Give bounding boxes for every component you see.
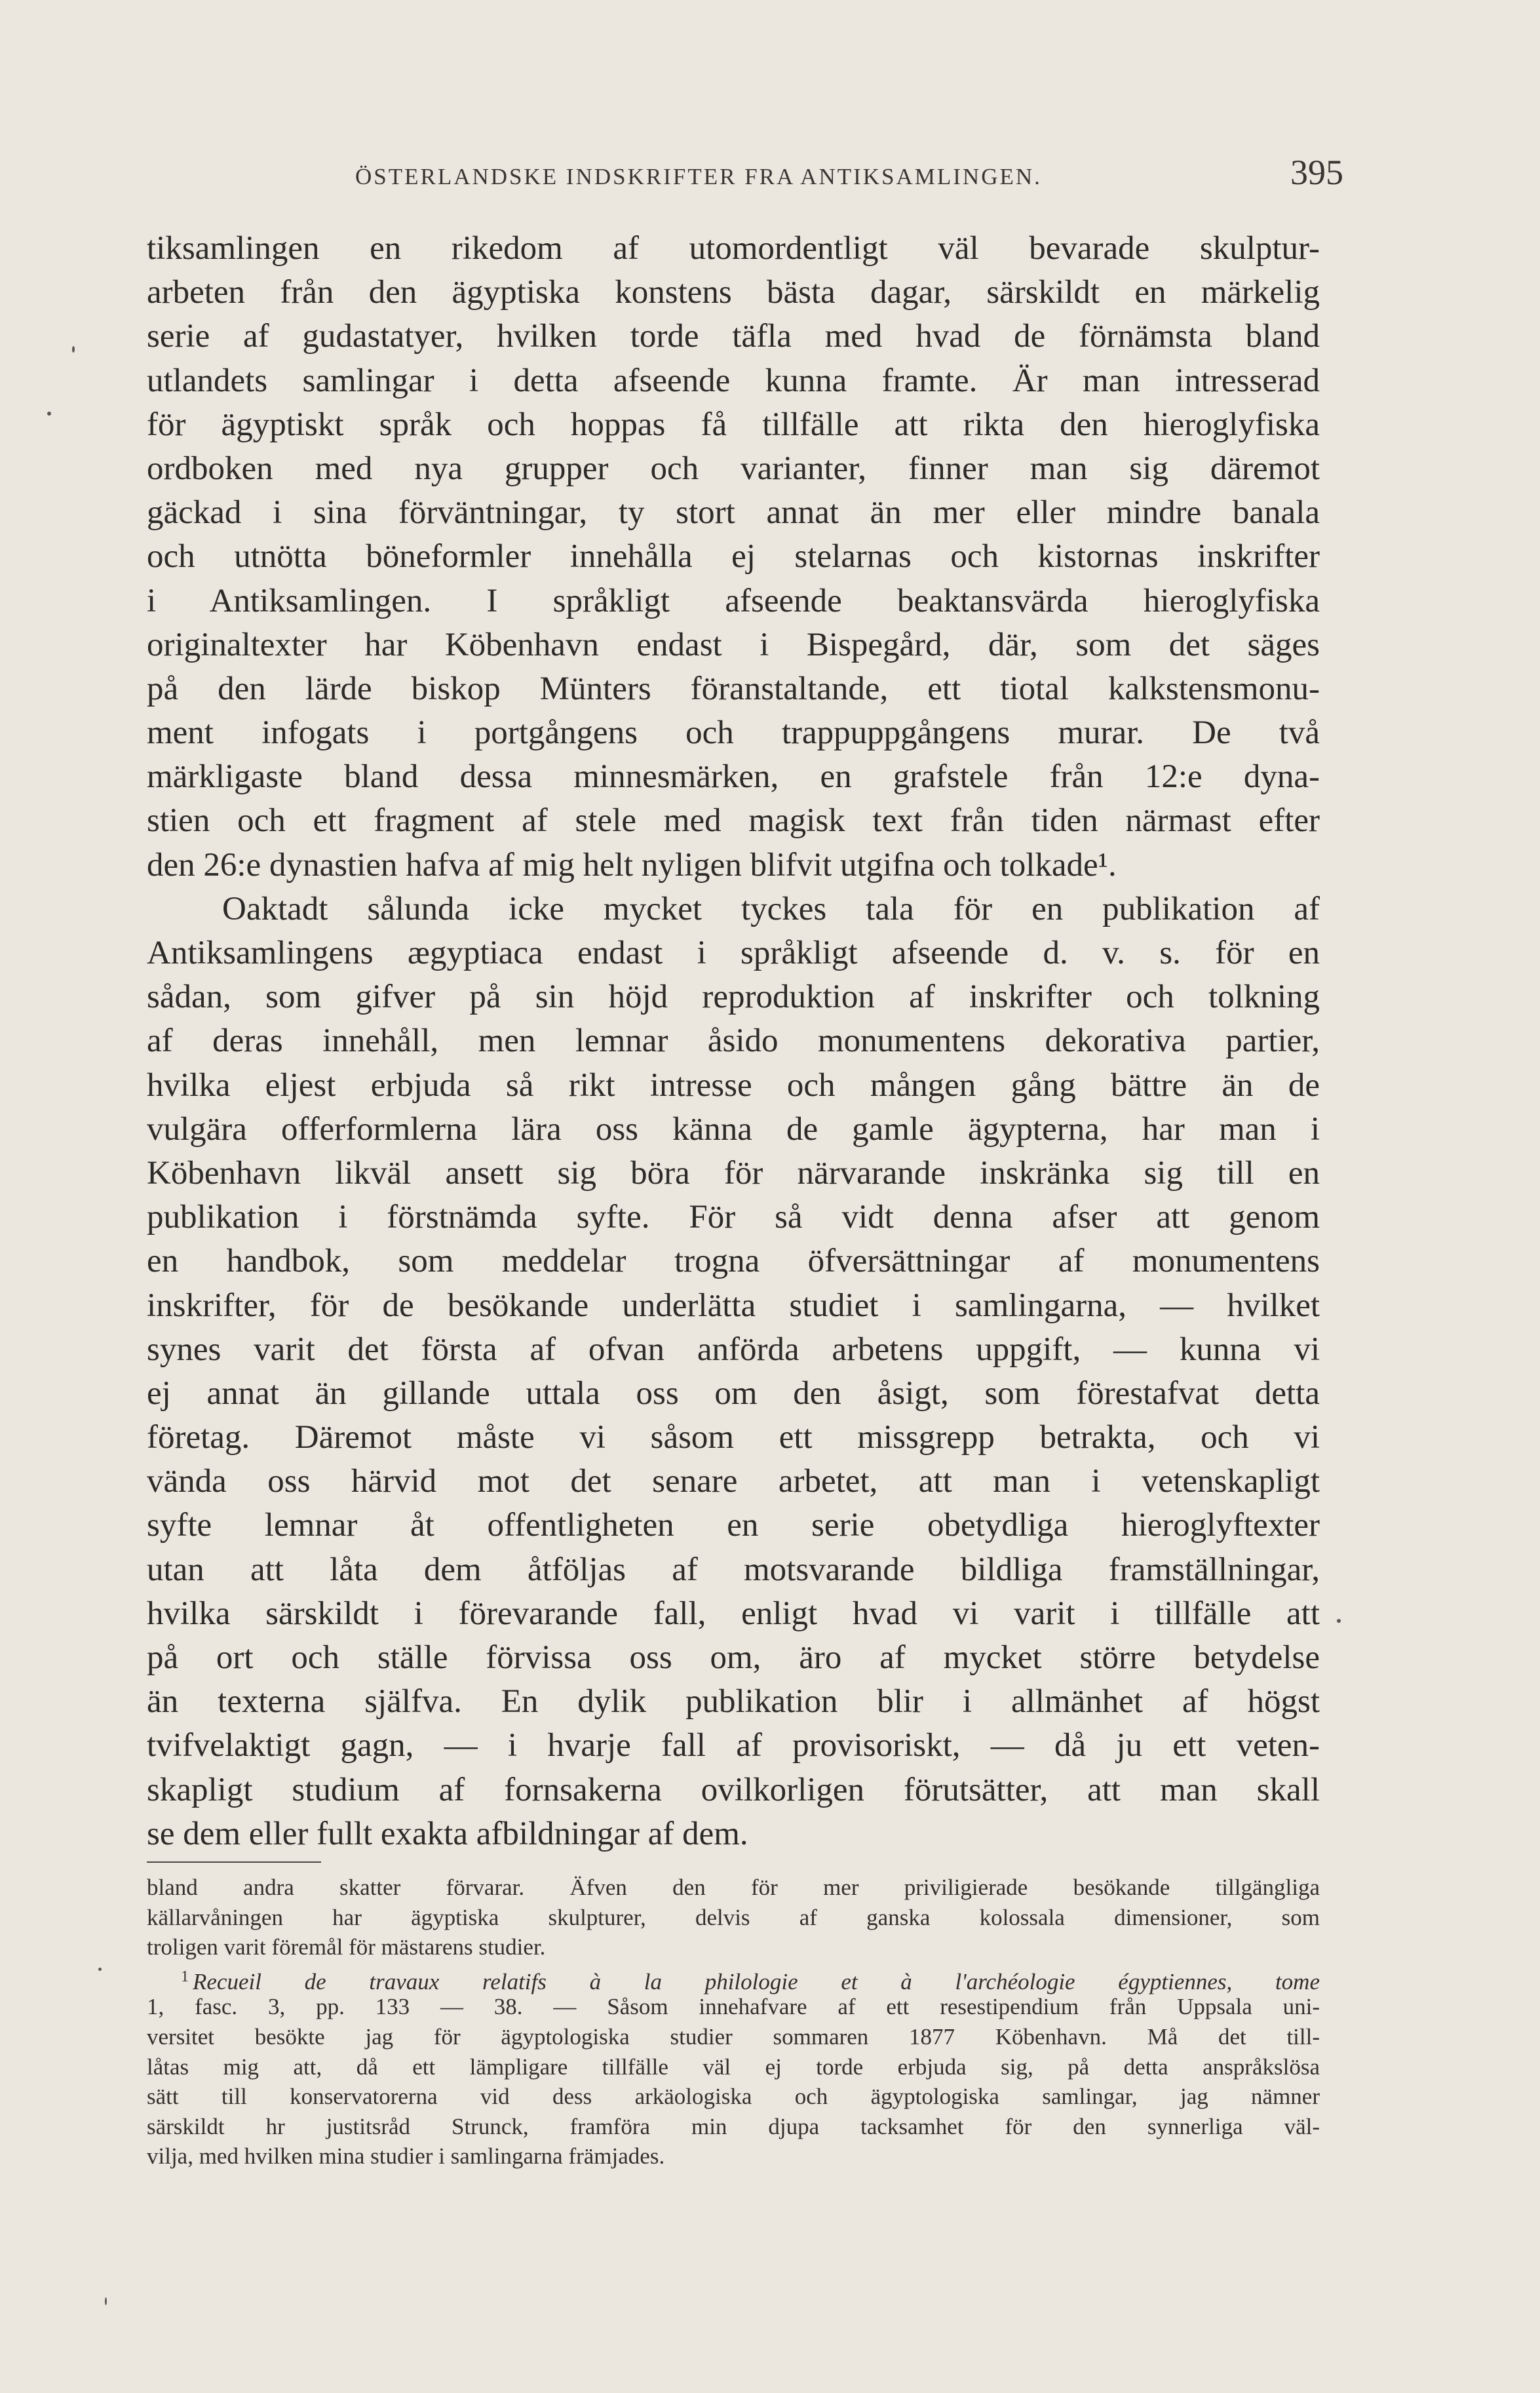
body-line: Antiksamlingens ægyptiaca endast i språkligt afseende d. v. s. för en (147, 935, 1320, 971)
body-line: gäckad i sina förväntningar, ty stort annat än mer eller mindre banala (147, 494, 1320, 532)
body-line: på ort och ställe förvissa oss om, äro af mycket större betydelse (147, 1639, 1320, 1676)
footnote-line: sätt till konservatorerna vid dess arkäologiska och ägyptologiska samlingar, jag nämner (147, 2084, 1320, 2110)
body-line: sådan, som gifver på sin höjd reproduktion af inskrifter och tolkning (147, 979, 1320, 1016)
body-line: syfte lemnar åt offentligheten en serie obetydliga hieroglyftexter (147, 1507, 1320, 1544)
body-line: stien och ett fragment af stele med magisk text från tiden närmast efter (147, 802, 1320, 840)
body-line: skapligt studium af fornsakerna ovilkorligen förutsätter, att man skall (147, 1771, 1320, 1808)
paper-speck (47, 412, 51, 416)
body-line: ordboken med nya grupper och varianter, finner man sig däremot (147, 450, 1320, 487)
body-line: publikation i förstnämda syfte. För så vidt denna afser att genom (147, 1199, 1320, 1236)
body-line: synes varit det första af ofvan anförda arbetens uppgift, — kunna vi (147, 1331, 1320, 1368)
body-line: arbeten från den ägyptiska konstens bästa dagar, särskildt en märkelig (147, 274, 1320, 311)
body-line: än texterna själfva. En dylik publikation blir i allmänhet af högst (147, 1683, 1320, 1721)
body-text (147, 227, 1320, 1856)
footnote-line: källarvåningen har ägyptiska skulpturer, delvis af ganska kolossala dimensioner, som (147, 1904, 1320, 1930)
footnote-line: versitet besökte jag för ägyptologiska studier sommaren 1877 Köbenhavn. Må det till- (147, 2023, 1320, 2050)
body-line: ej annat än gillande uttala oss om den åsigt, som förestafvat detta (147, 1374, 1320, 1412)
page-number: 395 (1290, 153, 1343, 192)
paper-speck (1337, 1619, 1341, 1623)
body-line: vulgära offerformlerna lära oss känna de gamle ägypterna, har man i (147, 1110, 1320, 1148)
body-line: serie af gudastatyer, hvilken torde täfla med hvad de förnämsta bland (147, 318, 1320, 355)
paragraph-start-line: Oaktadt sålunda icke mycket tyckes tala för en publikation af (222, 890, 1320, 927)
paper-speck (105, 2297, 107, 2305)
body-line: tvifvelaktigt gagn, — i hvarje fall af provisoriskt, — då ju ett veten- (147, 1727, 1320, 1764)
body-line: originaltexter har Köbenhavn endast i Bispegård, där, som det säges (147, 626, 1320, 663)
footnote-line: bland andra skatter förvarar. Äfven den för mer priviligierade besökande tillgängliga (147, 1875, 1320, 1900)
body-line: tiksamlingen en rikedom af utomordentligt väl bevarade skulptur- (147, 230, 1320, 267)
body-line: inskrifter, för de besökande underlätta studiet i samlingarna, — hvilket (147, 1287, 1320, 1324)
body-line: en handbok, som meddelar trogna öfversättningar af monumentens (147, 1243, 1320, 1280)
body-line: den 26:e dynastien hafva af mig helt nyligen blifvit utgifna och tolkade¹. (147, 846, 1117, 884)
body-line: utan att låta dem åtföljas af motsvarande bildliga framställningar, (147, 1551, 1320, 1588)
footnote-marker: 1 (181, 1968, 189, 1985)
body-line: märkligaste bland dessa minnesmärken, en grafstele från 12:e dyna- (147, 758, 1320, 796)
body-line: och utnötta böneformler innehålla ej stelarnas och kistornas inskrifter (147, 538, 1320, 575)
body-line: företag. Däremot måste vi såsom ett missgrepp betrakta, och vi (147, 1419, 1320, 1456)
paper-speck (72, 346, 75, 353)
running-head: ÖSTERLANDSKE INDSKRIFTER FRA ANTIKSAMLINGEN. (355, 164, 1042, 189)
body-line: för ägyptiskt språk och hoppas få tillfälle att rikta den hieroglyfiska (147, 406, 1320, 443)
footnote-citation: Recueil de travaux relatifs à la philologie et à l'archéologie égyptiennes, tome (193, 1968, 1320, 1994)
footnote-line: troligen varit föremål för mästarens studier. (147, 1934, 546, 1960)
body-line: hvilka särskildt i förevarande fall, enligt hvad vi varit i tillfälle att (147, 1595, 1320, 1632)
body-line: i Antiksamlingen. I språkligt afseende beaktansvärda hieroglyfiska (147, 582, 1320, 619)
body-line: ment infogats i portgångens och trappuppgångens murar. De två (147, 714, 1320, 752)
footnote-line: 1, fasc. 3, pp. 133 — 38. — Såsom innehafvare af ett resestipendium från Uppsala uni- (147, 1994, 1320, 2020)
body-line: Köbenhavn likväl ansett sig böra för närvarande inskränka sig till en (147, 1154, 1320, 1192)
body-line: se dem eller fullt exakta afbildningar af dem. (147, 1815, 748, 1852)
footnote-line: låtas mig att, då ett lämpligare tillfälle väl ej torde erbjuda sig, på detta anspråkslösa (147, 2053, 1320, 2080)
body-line: af deras innehåll, men lemnar åsido monumentens dekorativa partier, (147, 1022, 1320, 1060)
footnote-1-line (147, 1962, 1320, 1993)
body-line: hvilka eljest erbjuda så rikt intresse och mången gång bättre än de (147, 1066, 1320, 1104)
footnotes (147, 1873, 1320, 2171)
footnote-line: vilja, med hvilken mina studier i samlingarna främjades. (147, 2143, 665, 2169)
footnote-line: särskildt hr justitsråd Strunck, framföra min djupa tacksamhet för den synnerliga väl- (147, 2113, 1320, 2139)
paper-speck (98, 1968, 102, 1971)
body-line: på den lärde biskop Münters föranstaltande, ett tiotal kalkstensmonu- (147, 670, 1320, 707)
footnote-rule (147, 1861, 321, 1863)
page-header (151, 152, 1343, 198)
body-line: utlandets samlingar i detta afseende kunna framte. Är man intresserad (147, 362, 1320, 399)
body-line: vända oss härvid mot det senare arbetet, att man i vetenskapligt (147, 1463, 1320, 1500)
